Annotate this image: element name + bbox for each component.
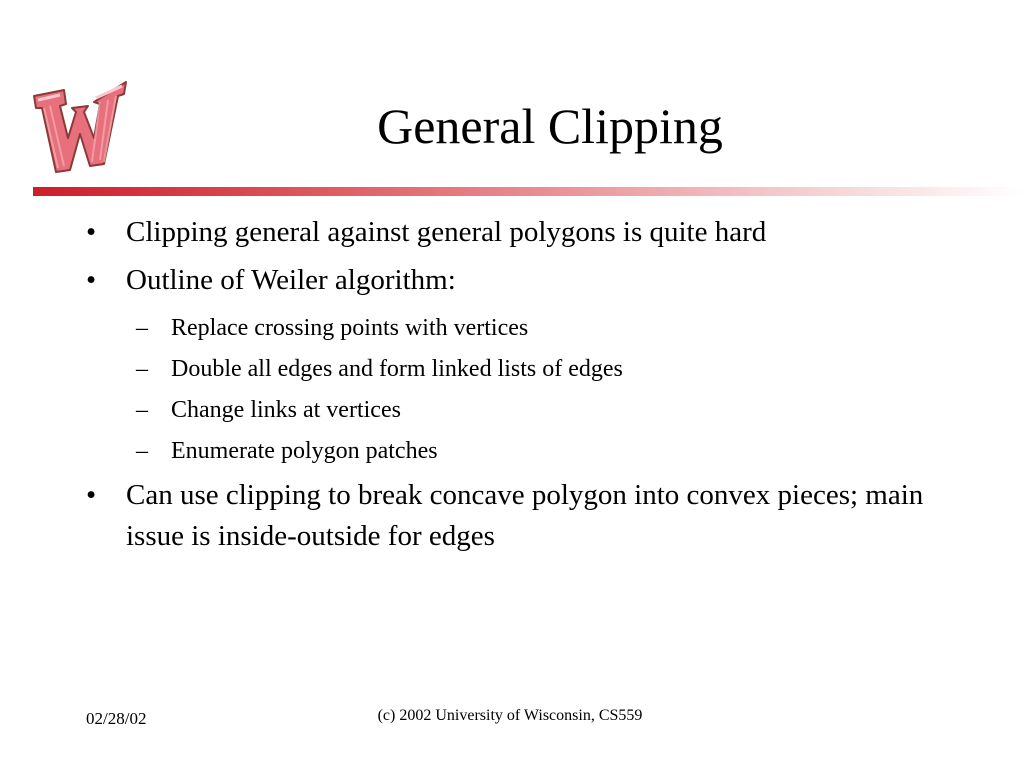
bullet-marker: • [86,479,97,511]
sub-bullet-marker: – [136,356,148,382]
bullet-text: Clipping general against general polygons is quite hard [126,216,767,248]
bullet-text: Can use clipping to break concave polygon into convex pieces; main issue is inside-outside for edges [126,479,924,552]
bullet-marker: • [86,216,97,248]
sub-bullet-list [86,308,986,472]
bullet-text: Outline of Weiler algorithm: [126,264,456,296]
bullet-item [86,212,986,253]
sub-bullet-marker: – [136,438,148,464]
sub-bullet-text: Double all edges and form linked lists of edges [171,356,623,382]
sub-bullet-marker: – [136,397,148,423]
sub-bullet-text: Replace crossing points with vertices [171,315,529,341]
bullet-item [86,260,986,301]
bullet-marker: • [86,264,97,296]
sub-bullet-text: Change links at vertices [171,397,401,423]
sub-bullet-item [86,390,986,431]
sub-bullet-item [86,349,986,390]
university-w-logo-icon [30,78,130,176]
sub-bullet-marker: – [136,315,148,341]
title-divider [33,187,1024,196]
sub-bullet-item [86,431,986,472]
footer-date: 02/28/02 [86,709,147,728]
bullet-item [86,475,986,557]
sub-bullet-item [86,308,986,349]
footer-copyright: (c) 2002 University of Wisconsin, CS559 [377,707,643,724]
slide-title: General Clipping [377,98,723,154]
sub-bullet-text: Enumerate polygon patches [171,438,438,464]
bullet-list [86,212,986,564]
